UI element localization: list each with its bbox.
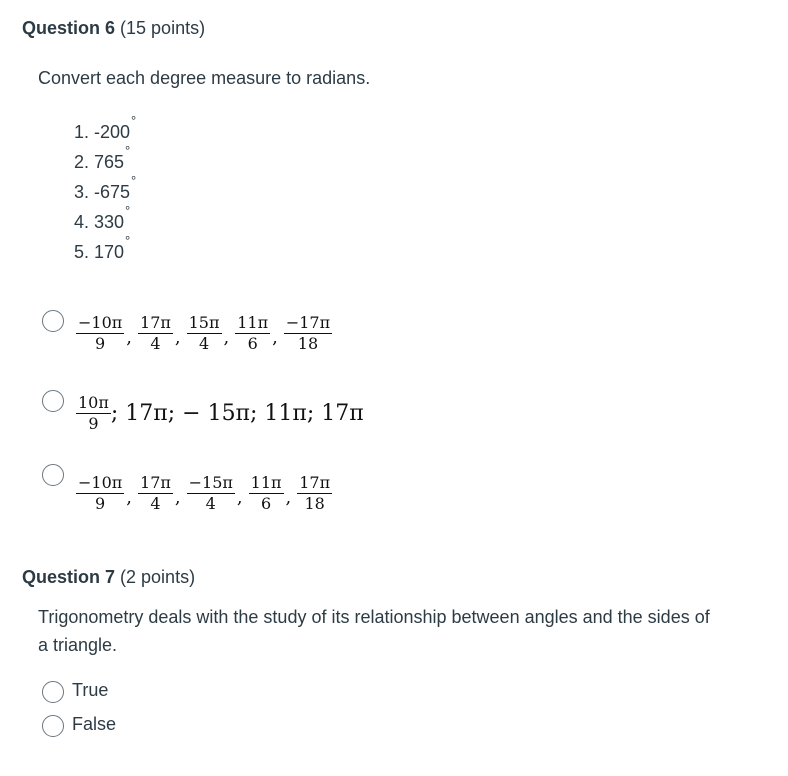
fraction: $\frac{-17\pi}{18}$	[285, 313, 331, 353]
question-7-points: (2 points)	[120, 567, 196, 587]
option-a-radio[interactable]	[42, 310, 64, 332]
degree-list	[74, 112, 136, 262]
fraction: $\frac{17\pi}{4}$	[140, 313, 171, 353]
fraction: $\frac{15\pi}{4}$	[188, 313, 220, 353]
question-6-prompt: Convert each degree measure to radians.	[38, 68, 371, 88]
question-7-heading: Question 7	[22, 567, 116, 587]
option-a-answer[interactable]: $\frac{-10\pi}{9}$ , $\frac{17\pi}{4}$ , $\frac{15\pi}{4}$ , $\frac{11\pi}{6}$ , $\frac{-17\pi}{18}$	[78, 313, 331, 353]
question-7-prompt-line2: a triangle.	[38, 635, 118, 655]
question-7-prompt-line1: Trigonometry deals with the study of its relationship between angles and the sides of	[38, 607, 710, 627]
question-6-heading: Question 6	[22, 18, 116, 38]
fraction: $\frac{-10\pi}{9}$	[78, 473, 123, 513]
question-7-prompt	[38, 603, 710, 659]
false-radio[interactable]	[42, 715, 64, 737]
option-b-rest: ; 17π; − 15π; 11π; 17π	[110, 401, 364, 426]
question-6-points: (15 points)	[120, 18, 206, 38]
list-item: 5. 170°	[74, 233, 131, 262]
option-b-answer[interactable]	[76, 394, 364, 433]
fraction: $\frac{10\pi}{9}$	[78, 393, 109, 433]
list-item: 3. -675°	[74, 173, 137, 202]
question-6-title	[22, 18, 205, 39]
list-item: 1. -200°	[74, 113, 137, 142]
option-c-radio[interactable]	[42, 464, 64, 486]
true-radio[interactable]	[42, 681, 64, 703]
false-label[interactable]: False	[72, 714, 117, 734]
true-label[interactable]: True	[72, 680, 109, 700]
list-item: 4. 330°	[74, 203, 131, 232]
fraction: $\frac{17\pi}{4}$	[140, 473, 171, 513]
fraction: $\frac{11\pi}{6}$	[250, 473, 282, 513]
question-7-title	[22, 567, 195, 588]
option-c-answer[interactable]: $\frac{-10\pi}{9}$ , $\frac{17\pi}{4}$ , $\frac{-15\pi}{4}$ , $\frac{11\pi}{6}$ , $\frac{17\pi}{18}$	[78, 473, 331, 513]
fraction: $\frac{17\pi}{18}$	[299, 473, 331, 513]
list-item: 2. 765°	[74, 143, 131, 172]
fraction: $\frac{-10\pi}{9}$	[78, 313, 123, 353]
fraction: $\frac{11\pi}{6}$	[237, 313, 269, 353]
option-b-radio[interactable]	[42, 390, 64, 412]
fraction: $\frac{-15\pi}{4}$	[188, 473, 233, 513]
